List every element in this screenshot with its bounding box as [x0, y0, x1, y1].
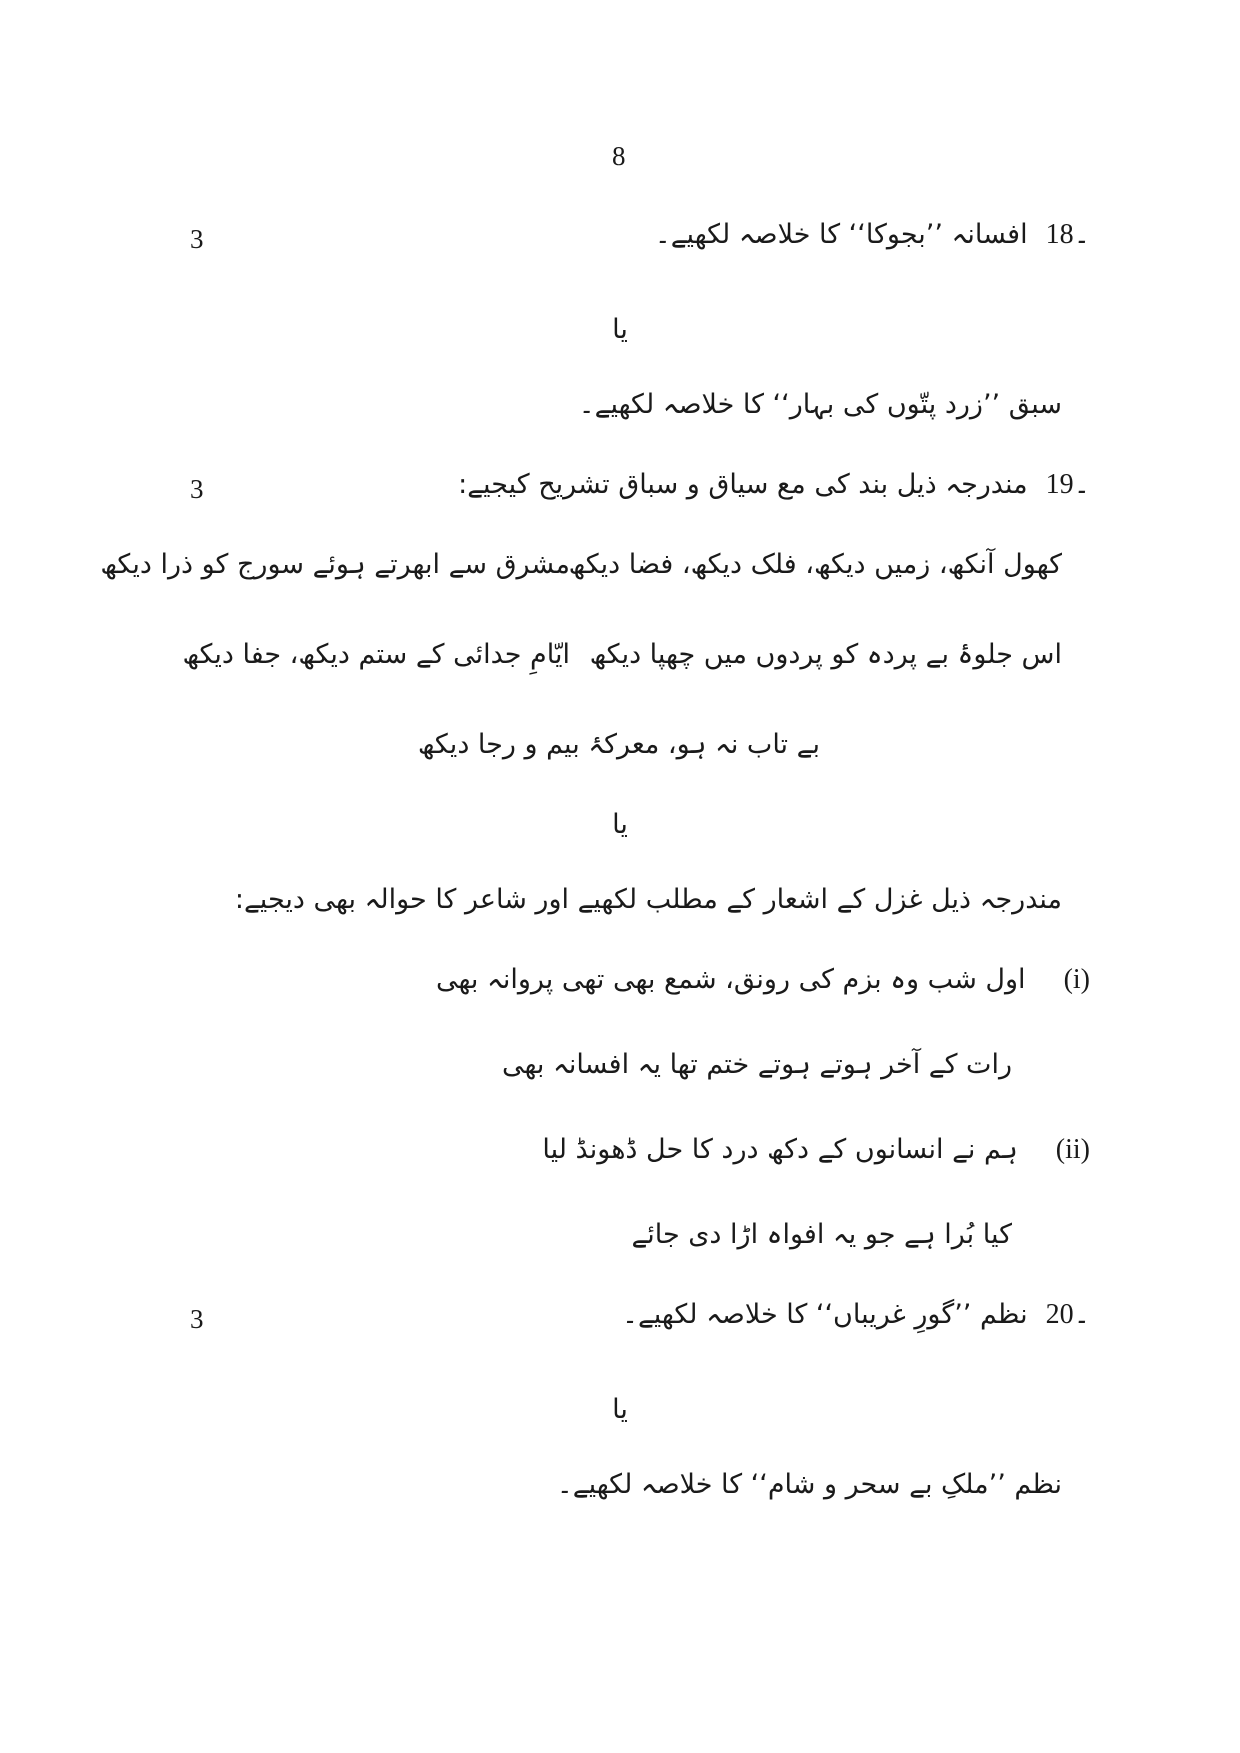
- question-number: 19۔: [1045, 469, 1090, 500]
- couplet-label: (ii): [1055, 1134, 1090, 1165]
- couplet-ii: [542, 1130, 1090, 1170]
- question-text: افسانہ ’’بجوکا‘‘ کا خلاصہ لکھیے۔: [654, 219, 1028, 250]
- verse-line-3: بے تاب نہ ہو، معرکۂ بیم و رجا دیکھ: [417, 729, 820, 760]
- question-18: [655, 215, 1090, 255]
- or-label: یا: [612, 1394, 628, 1425]
- question-19-alternative: مندرجہ ذیل غزل کے اشعار کے مطلب لکھیے اور شاعر کا حوالہ بھی دیجیے:: [234, 884, 1062, 915]
- couplet-line-2: کیا بُرا ہے جو یہ افواہ اڑا دی جائے: [631, 1219, 1012, 1250]
- or-label: یا: [612, 314, 628, 345]
- question-number: 18۔: [1045, 219, 1090, 250]
- question-20-alternative: نظم ’’ملکِ بے سحر و شام‘‘ کا خلاصہ لکھیے۔: [556, 1469, 1062, 1500]
- question-18-marks: 3: [190, 224, 204, 254]
- verse-line-2-left: ایّامِ جدائی کے ستم دیکھ، جفا دیکھ: [182, 639, 570, 670]
- question-19: [458, 465, 1090, 505]
- question-19-marks: 3: [190, 474, 204, 504]
- question-18-alternative: سبق ’’زرد پتّوں کی بہار‘‘ کا خلاصہ لکھیے۔: [578, 389, 1062, 420]
- verse-line-1-right: کھول آنکھ، زمیں دیکھ، فلک دیکھ، فضا دیکھ: [568, 549, 1062, 580]
- page-number: 8: [612, 141, 626, 171]
- verse-line-1-left: مشرق سے ابھرتے ہوئے سورج کو ذرا دیکھ: [100, 549, 570, 580]
- question-20-marks: 3: [190, 1304, 204, 1334]
- or-label: یا: [612, 809, 628, 840]
- couplet-line-2: رات کے آخر ہوتے ہوتے ختم تھا یہ افسانہ بھی: [501, 1049, 1012, 1080]
- verse-line-2-right: اس جلوۂ بے پردہ کو پردوں میں چھپا دیکھ: [589, 639, 1062, 670]
- question-number: 20۔: [1045, 1299, 1090, 1330]
- couplet-label: (i): [1063, 964, 1090, 995]
- question-text: نظم ’’گورِ غریباں‘‘ کا خلاصہ لکھیے۔: [622, 1299, 1028, 1330]
- couplet-i: [436, 960, 1090, 1000]
- question-text: مندرجہ ذیل بند کی مع سیاق و سباق تشریح کیجیے:: [458, 469, 1028, 500]
- couplet-line-1: ہم نے انسانوں کے دکھ درد کا حل ڈھونڈ لیا: [542, 1134, 1018, 1165]
- couplet-line-1: اول شب وہ بزم کی رونق، شمع بھی تھی پروانہ بھی: [435, 964, 1026, 995]
- question-20: [622, 1295, 1090, 1335]
